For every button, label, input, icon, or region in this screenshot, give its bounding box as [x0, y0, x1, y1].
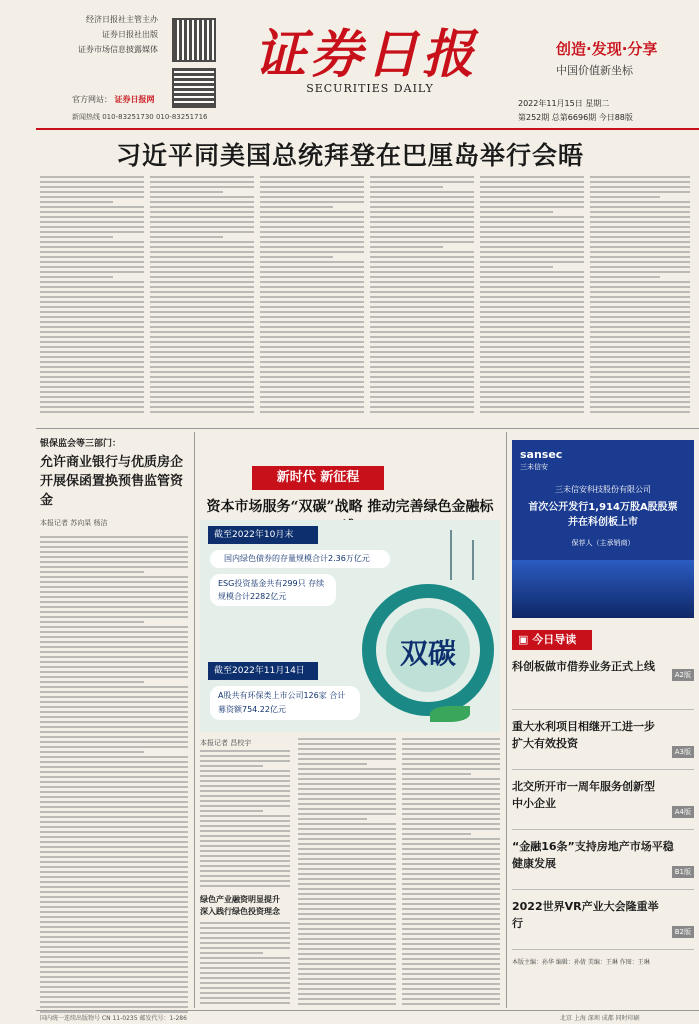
index-item-title: 科创板做市借券业务正式上线 [512, 660, 655, 673]
article-text [298, 738, 396, 1008]
main-headline: 习近平同美国总统拜登在巴厘岛举行会晤 [115, 141, 584, 170]
feature-subhead: 绿色产业融资明显提升 深入践行绿色投资理念 [200, 895, 280, 916]
article-text [150, 176, 254, 420]
section-divider [36, 428, 699, 429]
feature-byline: 本报记者 昌校宇 [200, 739, 252, 747]
qr-code [172, 68, 216, 108]
date-tag: 截至2022年11月14日 [208, 662, 318, 680]
ad-offer: 首次公开发行1,914万股A股股票并在科创板上市 [528, 502, 678, 528]
index-item[interactable] [512, 838, 694, 890]
editor-credits: 本版主编：孙华 编辑：孙倩 美编：王琳 作图：王琳 [512, 959, 650, 966]
stat-pill [210, 550, 390, 568]
stat-text: 国内绿色债券的存量规模合计2.36万亿元 [224, 554, 370, 563]
ad-brand-cn: 三未信安 [520, 463, 548, 471]
index-item-title: 北交所开市一周年服务创新型中小企业 [512, 780, 655, 810]
wind-turbine-icon [450, 530, 452, 580]
date-line: 2022年11月15日 星期二 [518, 99, 610, 108]
ad-title: 三未信安科技股份有限公司 [555, 485, 651, 494]
article-text [40, 176, 144, 420]
issue-line: 第252期 总第6696期 今日88版 [518, 113, 633, 122]
index-item[interactable] [512, 898, 694, 950]
article-title: 允许商业银行与优质房企开展保函置换预售监管资金 [40, 455, 184, 508]
column-divider [194, 432, 195, 1008]
footer-divider [36, 1010, 699, 1011]
publisher-line: 经济日报社主管主办 [86, 15, 158, 24]
publisher-line: 证券市场信息披露媒体 [78, 45, 158, 54]
stat-pill [210, 574, 336, 606]
stat-text: A股共有环保类上市公司126家 合计募资额754.22亿元 [218, 691, 346, 714]
leaf-icon [430, 706, 470, 722]
article-text [370, 176, 474, 420]
index-label-text: 今日导读 [532, 633, 577, 646]
slogan-sub: 中国价值新坐标 [556, 64, 633, 77]
wind-turbine-icon [472, 540, 474, 580]
advertisement[interactable] [512, 440, 694, 618]
article-text [40, 536, 188, 1016]
index-item-page: B1版 [672, 866, 694, 878]
publisher-block [78, 12, 158, 57]
index-item-title: 重大水利项目相继开工进一步扩大有效投资 [512, 720, 655, 750]
index-item-title: 2022世界VR产业大会隆重举行 [512, 900, 659, 930]
article-byline: 本报记者 苏向杲 杨洁 [40, 519, 108, 527]
calendar-icon: ▣ [518, 633, 533, 646]
footer-publication: 国内统一连续出版物号 CN 11-0235 邮发代号：1-286 [40, 1015, 187, 1022]
qr-code [172, 18, 216, 62]
slogan: 创造·发现·分享 [556, 40, 658, 58]
ad-sponsor: 保荐人（主承销商） [571, 539, 635, 547]
index-item-page: A3版 [672, 746, 694, 758]
infographic [200, 520, 500, 732]
masthead-divider [36, 128, 699, 130]
today-index [512, 630, 694, 1008]
article-text [402, 738, 500, 1008]
index-item-title: “金融16条”支持房地产市场平稳健康发展 [512, 840, 674, 870]
index-label [512, 630, 592, 650]
ad-brand: sansec [520, 448, 563, 461]
website-label: 官方网站： [72, 95, 112, 104]
center-word: 双碳 [399, 637, 456, 670]
index-item[interactable] [512, 718, 694, 770]
date-tag: 截至2022年10月末 [208, 526, 318, 544]
stat-pill [210, 686, 360, 720]
stat-text: ESG投资基金共有299只 存续规模合计2282亿元 [218, 579, 325, 601]
ad-image [512, 560, 694, 618]
website-row [72, 94, 155, 105]
article-text [200, 750, 290, 890]
article-text [480, 176, 584, 420]
index-item-page: A2版 [672, 669, 694, 681]
footer-printing: 北京 上海 深圳 成都 同时印刷 [560, 1015, 640, 1022]
article-text [200, 922, 290, 1008]
index-item[interactable] [512, 658, 694, 710]
column-divider [506, 432, 507, 1008]
left-article [40, 436, 188, 1008]
newspaper-title: 证券日报 [253, 24, 478, 85]
article-text [260, 176, 364, 420]
website-logo[interactable]: 证券日报网 [114, 95, 155, 104]
index-item-page: B2版 [672, 926, 694, 938]
feature-title: 资本市场服务“双碳”战略 推动完善绿色金融标 [206, 499, 494, 515]
publisher-line: 证券日报社出版 [102, 30, 158, 39]
index-item[interactable] [512, 778, 694, 830]
banner-text: 新时代 新征程 [276, 470, 360, 485]
service-line: 新闻热线 010-83251730 010-83251716 [72, 113, 208, 121]
article-text [590, 176, 690, 420]
index-item-page: A4版 [672, 806, 694, 818]
newspaper-title-en: SECURITIES DAILY [306, 82, 434, 95]
masthead [0, 0, 699, 128]
feature-banner [252, 466, 384, 490]
article-section: 银保监会等三部门： [40, 439, 122, 449]
